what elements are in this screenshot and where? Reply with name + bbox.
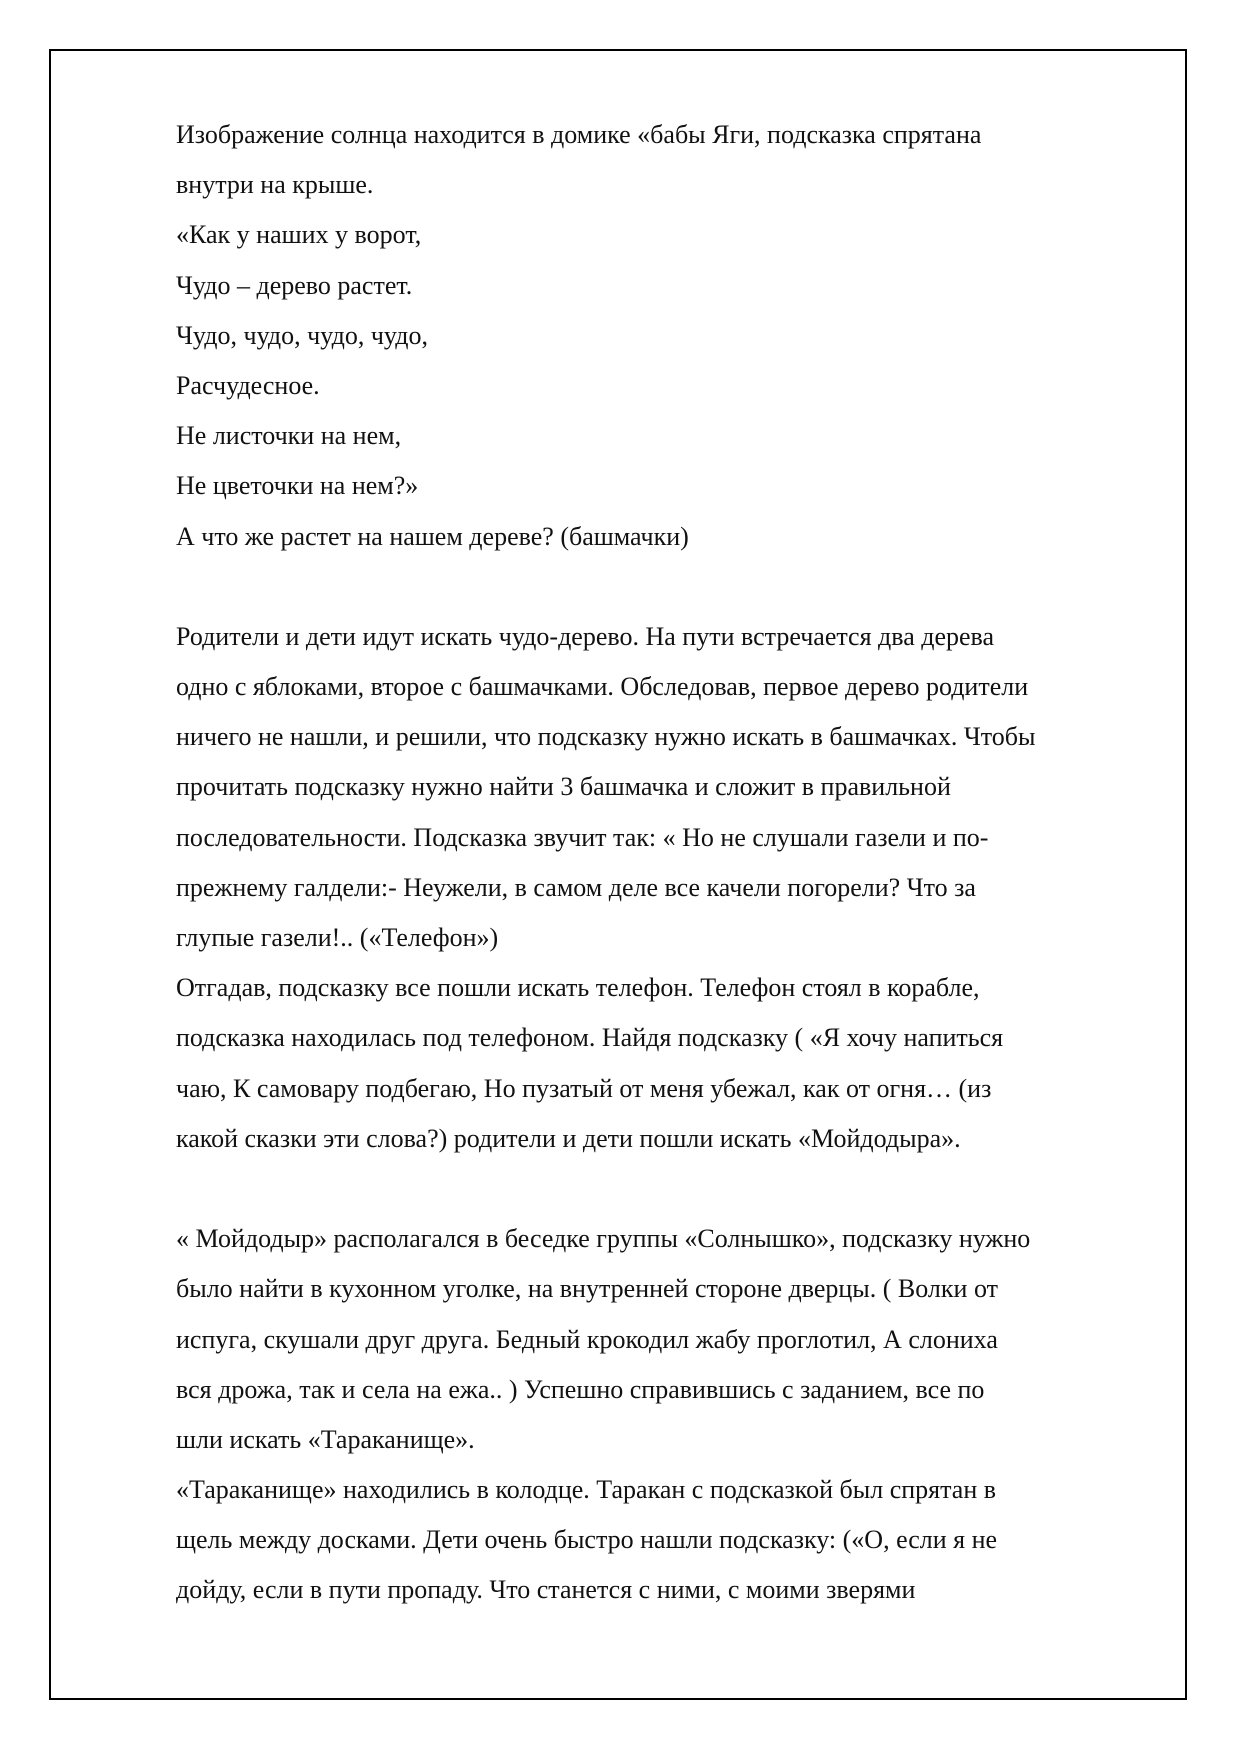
text-line: Изображение солнца находится в домике «бабы Яги, подсказка спрятана <box>176 120 982 149</box>
text-line: последовательности. Подсказка звучит так: « Но не слушали газели и по- <box>176 822 989 852</box>
text-line: какой сказки эти слова?) родители и дети пошли искать «Мойдодыра». <box>176 1123 961 1153</box>
poem-line: «Как у наших у ворот, <box>176 220 422 250</box>
text-line: было найти в кухонном уголке, на внутренней стороне дверцы. ( Волки от <box>176 1274 998 1304</box>
text-line: « Мойдодыр» располагался в беседке группы «Солнышко», подсказку нужно <box>176 1224 1031 1254</box>
text-line: А что же растет на нашем дереве? (башмачки) <box>176 521 689 551</box>
poem-line: Чудо, чудо, чудо, чудо, <box>176 320 428 350</box>
text-line: внутри на крыше. <box>176 170 374 200</box>
paragraph-gap <box>176 1164 1166 1214</box>
text-line: шли искать «Тараканище». <box>176 1424 475 1454</box>
text-line: глупые газели!.. («Телефон») <box>176 923 499 952</box>
text-line: Отгадав, подсказку все пошли искать телефон. Телефон стоял в корабле, <box>176 973 980 1003</box>
poem-line: Расчудесное. <box>176 370 320 400</box>
poem-line: Не цветочки на нем?» <box>176 471 419 501</box>
text-line: чаю, К самовару подбегаю, Но пузатый от меня убежал, как от огня… (из <box>176 1073 992 1103</box>
text-line: щель между досками. Дети очень быстро нашли подсказку: («О, если я не <box>176 1525 998 1555</box>
text-line: прочитать подсказку нужно найти 3 башмачка и сложит в правильной <box>176 772 951 802</box>
poem-line: Чудо – дерево растет. <box>176 270 413 300</box>
poem-line: Не листочки на нем, <box>176 421 402 451</box>
text-line: Родители и дети идут искать чудо-дерево. На пути встречается два дерева <box>176 621 995 651</box>
text-line: дойду, если в пути пропаду. Что станется с ними, с моими зверями <box>176 1575 916 1605</box>
text-line: испуга, скушали друг друга. Бедный крокодил жабу проглотил, А слониха <box>176 1324 998 1354</box>
text-line: подсказка находилась под телефоном. Найдя подсказку ( «Я хочу напиться <box>176 1023 1004 1053</box>
text-line: «Тараканище» находились в колодце. Таракан с подсказкой был спрятан в <box>176 1475 997 1505</box>
paragraph-gap <box>176 562 1166 612</box>
text-line: ничего не нашли, и решили, что подсказку нужно искать в башмачках. Чтобы <box>176 722 1036 752</box>
text-line: одно с яблоками, второе с башмачками. Обследовав, первое дерево родители <box>176 672 1029 702</box>
text-line: прежнему галдели:- Неужели, в самом деле все качели погорели? Что за <box>176 872 976 902</box>
text-line: вся дрожа, так и села на ежа.. ) Успешно справившись с заданием, все по <box>176 1374 985 1404</box>
document-body <box>176 110 1166 1616</box>
